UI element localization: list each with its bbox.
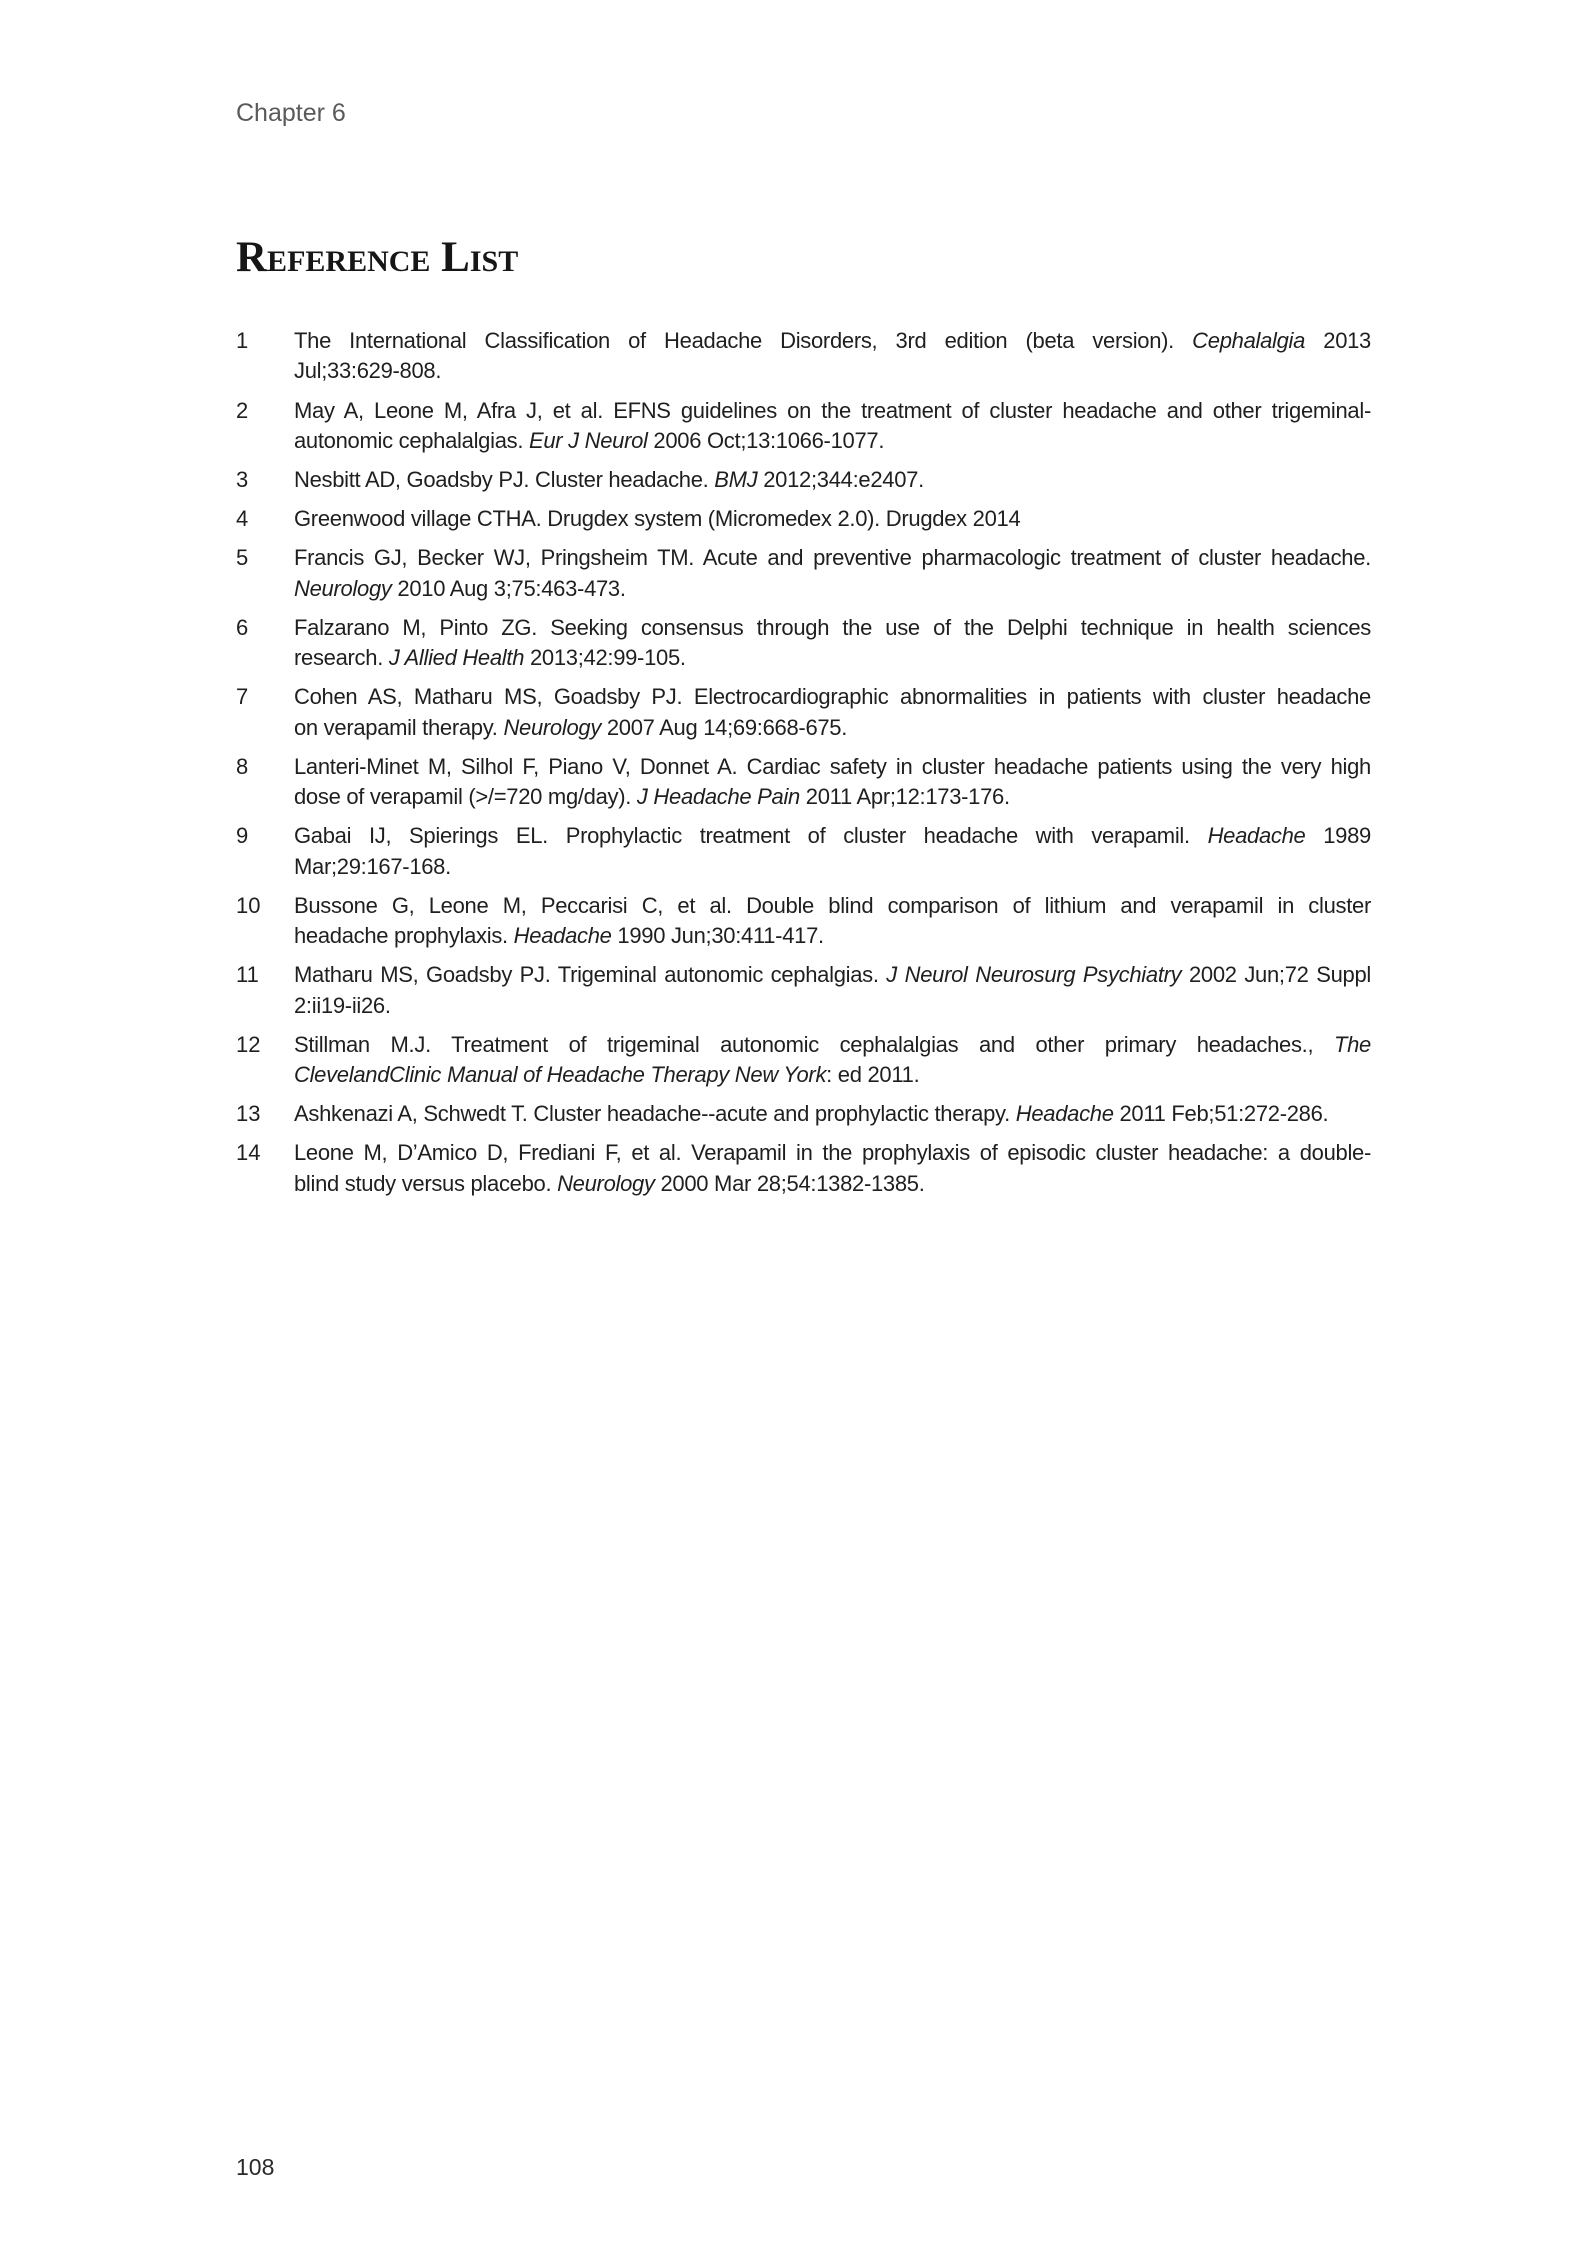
reference-line xyxy=(294,821,1371,851)
reference-text-segment: 1989 xyxy=(1305,823,1371,849)
reference-line xyxy=(294,752,1371,782)
reference-text-segment: 2007 Aug 14;69:668-675. xyxy=(601,714,848,740)
reference-number: 6 xyxy=(236,614,249,640)
reference-line xyxy=(294,1169,1371,1199)
reference-line xyxy=(294,426,1371,456)
reference-item xyxy=(236,1030,1371,1091)
reference-text-segment: Falzarano M, Pinto ZG. Seeking consensus through the use of the Delphi technique in health sciences xyxy=(294,614,1371,640)
reference-text-segment: 2006 Oct;13:1066-1077. xyxy=(647,427,885,453)
publication-title: ClevelandClinic Manual of Headache Therapy New York xyxy=(294,1062,827,1088)
reference-number: 13 xyxy=(236,1101,261,1127)
reference-text xyxy=(294,891,1371,952)
reference-line xyxy=(294,613,1371,643)
reference-text-segment: 2012;344:e2407. xyxy=(757,467,924,492)
reference-line xyxy=(294,921,1371,951)
reference-item xyxy=(236,504,1371,534)
reference-text xyxy=(294,613,1371,674)
reference-text-segment: May A, Leone M, Afra J, et al. EFNS guidelines on the treatment of cluster headache and other trigeminal- xyxy=(294,397,1371,423)
reference-line xyxy=(294,465,1371,495)
reference-line xyxy=(294,543,1371,573)
reference-text-segment: 2013 xyxy=(1305,328,1371,353)
reference-text-segment: Matharu MS, Goadsby PJ. Trigeminal autonomic cephalgias. xyxy=(294,962,887,988)
reference-text-segment: 2010 Aug 3;75:463-473. xyxy=(391,575,626,601)
publication-title: J Allied Health xyxy=(388,645,525,671)
reference-line xyxy=(294,852,1371,882)
reference-number: 5 xyxy=(236,545,249,571)
reference-item xyxy=(236,752,1371,813)
reference-line xyxy=(294,782,1371,812)
reference-text-segment: autonomic cephalalgias. xyxy=(294,427,529,453)
reference-text xyxy=(294,396,1371,457)
publication-title: Cephalalgia xyxy=(1192,328,1306,353)
reference-text-segment: Lanteri-Minet M, Silhol F, Piano V, Donnet A. Cardiac safety in cluster headache patients using the very high xyxy=(294,753,1371,779)
reference-line xyxy=(294,574,1371,604)
reference-item xyxy=(236,1099,1371,1129)
reference-number: 9 xyxy=(236,823,249,849)
reference-item xyxy=(236,821,1371,882)
reference-number: 11 xyxy=(236,962,259,988)
publication-title: Eur J Neurol xyxy=(528,427,648,453)
reference-text-segment: Gabai IJ, Spierings EL. Prophylactic treatment of cluster headache with verapamil. xyxy=(294,823,1208,849)
reference-text xyxy=(294,326,1371,387)
reference-item xyxy=(236,891,1371,952)
publication-title: Headache xyxy=(513,923,612,949)
reference-text-segment: Bussone G, Leone M, Peccarisi C, et al. Double blind comparison of lithium and verapamil in cluster xyxy=(294,892,1371,918)
publication-title: J Headache Pain xyxy=(636,784,800,810)
reference-text-segment: Cohen AS, Matharu MS, Goadsby PJ. Electrocardiographic abnormalities in patients with cluster headache xyxy=(294,684,1371,710)
reference-text-segment: 2002 Jun;72 Suppl xyxy=(1181,962,1371,988)
reference-item xyxy=(236,682,1371,743)
reference-text-segment: Francis GJ, Becker WJ, Pringsheim TM. Acute and preventive pharmacologic treatment of cluster headache. xyxy=(294,545,1371,571)
reference-text xyxy=(294,1099,1371,1129)
reference-text-segment: Greenwood village CTHA. Drugdex system (Micromedex 2.0). Drugdex 2014 xyxy=(294,506,1021,532)
reference-item xyxy=(236,543,1371,604)
publication-title: Headache xyxy=(1015,1101,1114,1127)
reference-text xyxy=(294,1138,1371,1199)
reference-text xyxy=(294,821,1371,882)
reference-text-segment: Stillman M.J. Treatment of trigeminal autonomic cephalalgias and other primary headaches., xyxy=(294,1031,1334,1057)
reference-item xyxy=(236,465,1371,495)
reference-number: 7 xyxy=(236,684,249,710)
reference-text xyxy=(294,1030,1371,1091)
reference-text-segment: research. xyxy=(294,645,389,671)
reference-line xyxy=(294,1030,1371,1060)
publication-title: Headache xyxy=(1207,823,1306,849)
reference-line xyxy=(294,396,1371,426)
reference-text-segment: 2:ii19-ii26. xyxy=(294,992,391,1018)
reference-text xyxy=(294,752,1371,813)
reference-number: 8 xyxy=(236,753,249,779)
page-number: 108 xyxy=(236,2154,275,2180)
publication-title: BMJ xyxy=(714,467,758,492)
section-title: Reference List xyxy=(236,234,519,281)
running-header: Chapter 6 xyxy=(236,99,346,127)
reference-line xyxy=(294,991,1371,1021)
reference-text-segment: : ed 2011. xyxy=(826,1062,920,1088)
reference-line xyxy=(294,960,1371,990)
reference-line xyxy=(294,1099,1371,1129)
publication-title: Neurology xyxy=(557,1170,655,1196)
reference-text-segment: The International Classification of Headache Disorders, 3rd edition (beta version). xyxy=(294,328,1193,353)
reference-number: 3 xyxy=(236,467,249,492)
reference-text-segment: headache prophylaxis. xyxy=(294,923,514,949)
reference-item xyxy=(236,326,1371,387)
publication-title: Neurology xyxy=(294,575,392,601)
reference-text-segment: Mar;29:167-168. xyxy=(294,853,451,879)
reference-item xyxy=(236,613,1371,674)
reference-text-segment: 2011 Feb;51:272-286. xyxy=(1113,1101,1329,1127)
reference-text-segment: Leone M, D’Amico D, Frediani F, et al. Verapamil in the prophylaxis of episodic cluster headache: a double- xyxy=(294,1140,1371,1166)
reference-list xyxy=(236,326,1371,1208)
reference-text xyxy=(294,543,1371,604)
reference-text-segment: Jul;33:629-808. xyxy=(294,358,442,384)
reference-line xyxy=(294,891,1371,921)
reference-text-segment: Ashkenazi A, Schwedt T. Cluster headache--acute and prophylactic therapy. xyxy=(294,1101,1016,1127)
reference-number: 10 xyxy=(236,892,261,918)
reference-item xyxy=(236,960,1371,1021)
reference-text xyxy=(294,682,1371,743)
reference-text xyxy=(294,465,1371,495)
reference-line xyxy=(294,356,1371,386)
publication-title: J Neurol Neurosurg Psychiatry xyxy=(886,962,1182,988)
reference-item xyxy=(236,1138,1371,1199)
reference-text-segment: 2011 Apr;12:173-176. xyxy=(799,784,1010,810)
reference-line xyxy=(294,682,1371,712)
reference-line xyxy=(294,504,1371,534)
reference-text-segment: dose of verapamil (>/=720 mg/day). xyxy=(294,784,637,810)
reference-text-segment: on verapamil therapy. xyxy=(294,714,504,740)
reference-number: 2 xyxy=(236,397,249,423)
reference-number: 12 xyxy=(236,1031,261,1057)
reference-item xyxy=(236,396,1371,457)
reference-number: 4 xyxy=(236,506,249,532)
reference-line xyxy=(294,1060,1371,1090)
reference-text-segment: blind study versus placebo. xyxy=(294,1170,558,1196)
reference-line xyxy=(294,713,1371,743)
publication-title: The xyxy=(1333,1031,1371,1057)
reference-text-segment: 1990 Jun;30:411-417. xyxy=(611,923,824,949)
reference-line xyxy=(294,326,1371,356)
reference-text-segment: 2000 Mar 28;54:1382-1385. xyxy=(654,1170,925,1196)
publication-title: Neurology xyxy=(503,714,602,740)
reference-text xyxy=(294,504,1371,534)
reference-number: 14 xyxy=(236,1140,261,1166)
reference-text-segment: Nesbitt AD, Goadsby PJ. Cluster headache. xyxy=(294,467,715,492)
reference-text-segment: 2013;42:99-105. xyxy=(524,645,686,671)
reference-line xyxy=(294,643,1371,673)
reference-number: 1 xyxy=(236,328,249,353)
reference-line xyxy=(294,1138,1371,1168)
reference-text xyxy=(294,960,1371,1021)
